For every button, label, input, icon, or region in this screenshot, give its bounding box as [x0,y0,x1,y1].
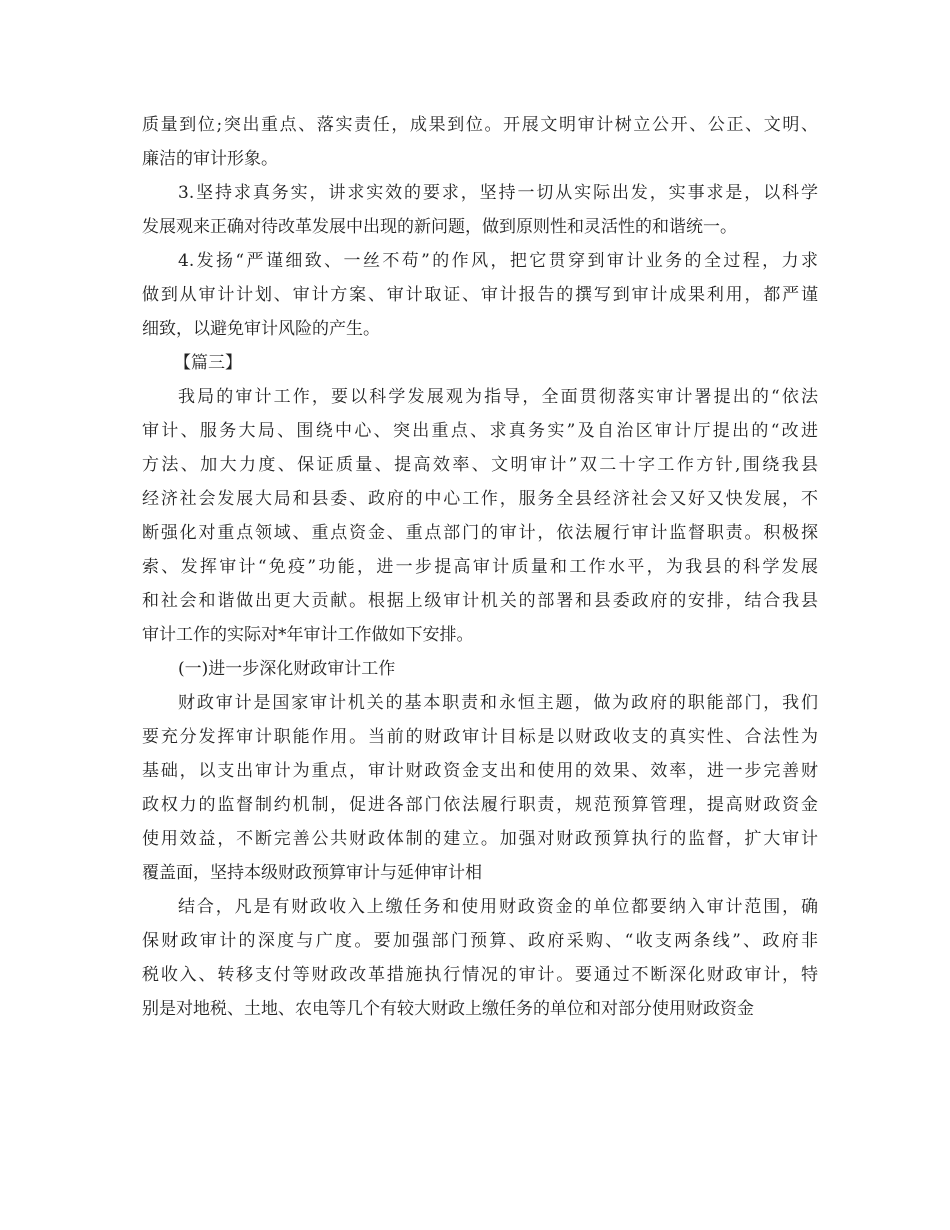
text-line: 细致，以避免审计风险的产生。 [142,319,380,339]
text-line: 经济社会发展大局和县委、政府的中心工作，服务全县经济社会又好又快发展，不 [142,489,818,509]
text-line: 审计、服务大局、围绕中心、突出重点、求真务实”及自治区审计厅提出的“改进 [142,421,818,441]
section-heading [142,346,818,380]
paragraph [142,108,818,176]
paragraph [142,890,818,1026]
text-line: 别是对地税、土地、农电等几个有较大财政上缴任务的单位和对部分使用财政资金 [142,999,754,1019]
text-line: 使用效益，不断完善公共财政体制的建立。加强对财政预算执行的监督，扩大审计 [142,829,818,849]
document-page [142,108,818,1026]
text-line: 3.坚持求真务实，讲求实效的要求，坚持一切从实际出发，实事求是，以科学 [178,183,818,203]
text-line: 和社会和谐做出更大贡献。根据上级审计机关的部署和县委政府的安排，结合我县 [142,591,818,611]
text-line: 方法、加大力度、保证质量、提高效率、文明审计”双二十字工作方针,围绕我县 [142,455,818,475]
paragraph [142,244,818,346]
text-line: 发展观来正确对待改革发展中出现的新问题，做到原则性和灵活性的和谐统一。 [142,217,737,237]
text-line: 【篇三】 [174,353,242,373]
paragraph [142,652,818,686]
text-line: 保财政审计的深度与广度。要加强部门预算、政府采购、“收支两条线”、政府非 [142,931,818,951]
text-line: 4.发扬“严谨细致、一丝不苟”的作风，把它贯穿到审计业务的全过程，力求 [178,251,818,271]
paragraph [142,380,818,652]
text-line: 我局的审计工作，要以科学发展观为指导，全面贯彻落实审计署提出的“依法 [178,387,818,407]
text-line: 政权力的监督制约机制，促进各部门依法履行职责，规范预算管理，提高财政资金 [142,795,818,815]
paragraph [142,686,818,890]
text-line: 覆盖面，坚持本级财政预算审计与延伸审计相 [142,863,482,883]
text-line: 做到从审计计划、审计方案、审计取证、审计报告的撰写到审计成果利用，都严谨 [142,285,818,305]
text-line: 要充分发挥审计职能作用。当前的财政审计目标是以财政收支的真实性、合法性为 [142,727,818,747]
text-line: 断强化对重点领域、重点资金、重点部门的审计，依法履行审计监督职责。积极探 [142,523,818,543]
text-line: (一)进一步深化财政审计工作 [178,659,396,679]
text-line: 索、发挥审计“免疫”功能，进一步提高审计质量和工作水平，为我县的科学发展 [142,557,818,577]
paragraph [142,176,818,244]
text-line: 税收入、转移支付等财政改革措施执行情况的审计。要通过不断深化财政审计，特 [142,965,818,985]
text-line: 结合，凡是有财政收入上缴任务和使用财政资金的单位都要纳入审计范围，确 [178,897,818,917]
text-line: 廉洁的审计形象。 [142,149,278,169]
text-line: 基础，以支出审计为重点，审计财政资金支出和使用的效果、效率，进一步完善财 [142,761,818,781]
text-line: 质量到位;突出重点、落实责任，成果到位。开展文明审计树立公开、公正、文明、 [142,115,818,135]
text-line: 审计工作的实际对*年审计工作做如下安排。 [142,625,474,645]
text-line: 财政审计是国家审计机关的基本职责和永恒主题，做为政府的职能部门，我们 [178,693,818,713]
